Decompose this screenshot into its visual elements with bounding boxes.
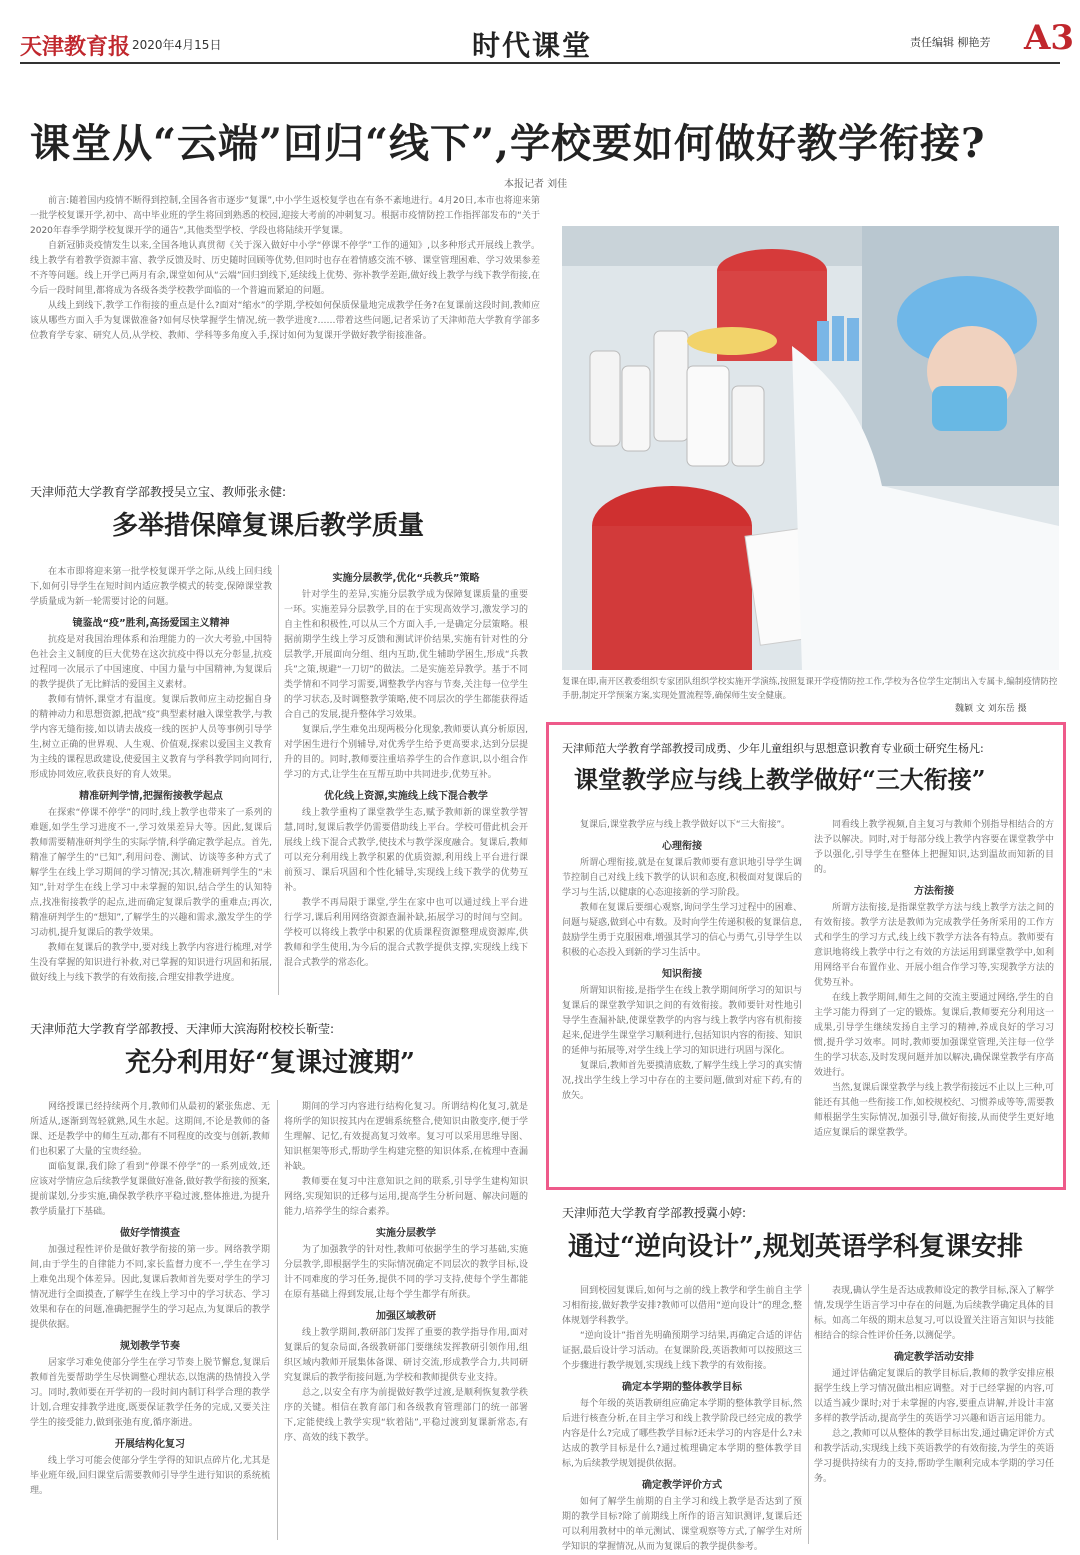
article-subheading: 确定教学评价方式 [642,1480,722,1491]
lead-paragraph: 从线上到线下,教学工作衔接的重点是什么?面对“缩水”的学期,学校如何保质保量地完成教学任务?在复课前这段时间,教师应该从哪些方面入手为复课做准备?如何尽快掌握学生情况,统一教学进度?……带着这些问题,记者采访了天津师范大学教育学部多位教育学专家、研究人员,从学校、教师、学科等多角度入手,探讨如何为复课开学做好教学衔接准备。 [30,301,540,341]
article-subheading: 实施分层教学,优化“兵教兵”策略 [332,573,480,584]
article-paragraph: 总之,以安全有序为前提做好教学过渡,是顺利恢复教学秩序的关键。相信在教育部门和各级教育管理部门的统一部署下,定能使线上教学实现“软着陆”,平稳过渡到复课新常态,有序、高效的线下教学。 [284,1388,528,1443]
section3-column-2 [814,818,1054,1180]
column-divider [278,565,279,995]
article-subheading: 做好学情摸查 [120,1228,180,1239]
page-number: A3 [1024,18,1075,58]
lead-paragraph: 前言:随着国内疫情不断得到控制,全国各省市逐步“复课”,中小学生返校复学也在有条不紊地进行。4月20日,本市也将迎来第一批学校复课开学,初中、高中毕业班的学生将回到熟悉的校园,迎接大考前的冲刺复习。根据市疫情防控工作指挥部发布的“关于2020年春季学期学校复课开学的通告”,其他类型学校、学段也将陆续开学复课。 [30,196,540,236]
article-paragraph: 教师在复课后的教学中,要对线上教学内容进行梳理,对学生没有掌握的知识进行补救,对已掌握的知识进行巩固和拓展,做好线上与线下教学的有效衔接,合理安排教学进度。 [30,943,272,983]
article-subheading: 确定本学期的整体教学目标 [622,1382,742,1393]
article-paragraph: 复课后,学生难免出现两极分化现象,教师要认真分析原因,对学困生进行个别辅导,对优秀学生给予更高要求,达到分层提升的目的。同时,教师要注重培养学生的合作意识,以小组合作学习的方式,让学生在互帮互助中共同进步,优势互补。 [284,725,528,780]
photo-credit: 魏颖 文 刘东岳 摄 [955,704,1027,714]
article-paragraph: 所谓知识衔接,是指学生在线上教学期间所学习的知识与复课后的课堂教学知识之间的有效衔接。教师要针对性地引导学生查漏补缺,使课堂教学的内容与线上教学内容有机衔接起来,促进学生课堂学习顺利进行,包括知识内容的衔接、知识的延伸与拓展等,对学生线上学习的知识进行巩固与深化。 [562,986,802,1056]
article-subheading: 加强区域教研 [376,1311,436,1322]
article-paragraph: 通过评估确定复课后的教学目标后,教师的教学安排应根据学生线上学习情况做出相应调整。对于已经掌握的内容,可以适当减少课时;对于未掌握的内容,要重点讲解,并设计丰富多样的教学活动,提高学生的英语学习兴趣和语言运用能力。 [814,1369,1054,1424]
news-photo [562,226,1059,670]
lead-paragraph: 自新冠肺炎疫情发生以来,全国各地认真贯彻《关于深入做好中小学“停课不停学”工作的通知》,以多种形式开展线上教学。线上教学有着教学资源丰富、教学反馈及时、历史随时回顾等优势,但同时也存在着情感交流不够、课堂管理困难、学习效果参差不齐等问题。线上开学已两月有余,课堂如何从“云端”回归到线下,延续线上优势、弥补教学差距,做好线上教学与线下教学衔接,在今后一段时间里,都将成为各级各类学校教学面临的一个普遍而紧迫的问题。 [30,241,540,296]
section4-column-1 [562,1284,802,1552]
section4-title: 通过“逆向设计”,规划英语学科复课安排 [568,1232,1023,1262]
column-divider [277,1100,278,1540]
newspaper-logo: 天津教育报 [20,34,131,60]
article-subheading: 心理衔接 [662,841,702,852]
byline: 本报记者 刘佳 [504,179,568,190]
article-paragraph: 为了加强教学的针对性,教师可依据学生的学习基础,实施分层教学,即根据学生的实际情况确定不同层次的教学目标,设计不同难度的学习任务,提供不同的学习支持,使每个学生都能在原有基础上得到发展,让每个学生都学有所获。 [284,1245,528,1300]
article-paragraph: 表现,确认学生是否达成教师设定的教学目标,深入了解学情,发现学生语言学习中存在的问题,为后续教学确定具体的目标。如高二年级的期末总复习,可以设置关注语言知识与技能相结合的综合性评价任务,以测促学。 [814,1286,1054,1341]
article-paragraph: 面临复课,我们除了看到“停课不停学”的一系列成效,还应该对学情应急后续教学复课做好准备,做好教学衔接的预案,提前谋划,分步实施,确保教学秩序平稳过渡,整体推进,为提升教学质量打下基础。 [30,1162,270,1217]
editor-credit: 责任编辑 柳艳芳 [910,36,991,49]
column-divider [808,1284,809,1544]
article-paragraph: 所谓心理衔接,就是在复课后教师要有意识地引导学生调节控制自己对线上线下教学的认识和态度,积极面对复课后的学习与生活,以健康的心态迎接新的学习阶段。 [562,858,802,898]
article-paragraph: 教学不再局限于课堂,学生在家中也可以通过线上平台进行学习,课后利用网络资源查漏补缺,拓展学习的时间与空间。学校可以将线上教学中积累的优质课程资源整理成资源库,供教师和学生使用,为今后的混合式教学提供支撑,实现线上线下混合式教学的常态化。 [284,898,528,968]
article-paragraph: 教师在复课后要细心观察,询问学生学习过程中的困难、问题与疑惑,做到心中有数。及时向学生传递积极的复课信息,鼓励学生勇于克服困难,增强其学习的信心与勇气,引导学生以积极的心态投入到新的学习生活中。 [562,903,802,958]
article-subheading: 镜鉴战“疫”胜利,高扬爱国主义精神 [72,618,230,629]
article-paragraph: 教师要在复习中注意知识之间的联系,引导学生建构知识网络,实现知识的迁移与运用,提高学生分析问题、解决问题的能力,培养学生的综合素养。 [284,1177,528,1217]
section1-column-2 [284,565,528,995]
section3-title: 课堂教学应与线上教学做好“三大衔接” [574,765,986,794]
section2-column-1 [30,1100,270,1540]
article-paragraph: 在本市即将迎来第一批学校复课开学之际,从线上回归线下,如何引导学生在短时间内适应教学模式的转变,保障课堂教学质量成为新一轮需要讨论的问题。 [30,567,272,607]
page-headline: 课堂从“云端”回归“线下”,学校要如何做好教学衔接? [30,120,986,167]
article-paragraph: 回到校园复课后,如何与之前的线上教学和学生前自主学习相衔接,做好教学安排?教师可以借用“逆向设计”的理念,整体规划学科教学。 [562,1286,802,1326]
article-paragraph: 教师有情怀,课堂才有温度。复课后教师应主动挖掘自身的精神动力和思想资源,把战“疫”典型素材融入课堂教学,与教学内容无缝衔接,如以请去战疫一线的医护人员等事例引导学生,树立正确的世界观、人生观、价值观,探索以爱国主义教育为主线的课程思政建设,使爱国主义教育与学科教学同向同行,形成协同效应,收获良好的育人效果。 [30,695,272,780]
article-paragraph: 同看线上教学视频,自主复习与教师个别指导相结合的方法予以解决。同时,对于每部分线上教学内容要在课堂教学中予以强化,引导学生在整体上把握知识,达到温故而知新的目的。 [814,820,1054,875]
lead-text [30,194,540,344]
article-paragraph: 抗疫是对我国治理体系和治理能力的一次大考验,中国特色社会主义制度的巨大优势在这次抗疫中得以充分彰显,抗疫过程同一次展示了中国速度、中国力量与中国精神,为复课后的教学提供了无比鲜活的爱国主义素材。 [30,635,272,690]
article-subheading: 规划教学节奏 [120,1341,180,1352]
article-subheading: 优化线上资源,实施线上线下混合教学 [324,791,488,802]
masthead-rule [20,62,1060,64]
article-paragraph: 总之,教师可以从整体的教学目标出发,通过确定评价方式和教学活动,实现线上线下英语教学的有效衔接,为学生的英语学习提供持续有力的支持,帮助学生顺利完成本学期的学习任务。 [814,1429,1054,1484]
section1-column-1 [30,565,272,995]
section1-title: 多举措保障复课后教学质量 [112,511,425,541]
section2-column-2 [284,1100,528,1540]
article-paragraph: 当然,复课后课堂教学与线上教学衔接远不止以上三种,可能还有其他一些衔接工作,如校规校纪、习惯养成等等,需要教师根据学生实际情况,加强引导,做好衔接,从而使学生更好地适应复课后的课堂教学。 [814,1083,1054,1138]
section-name: 时代课堂 [472,29,593,62]
article-paragraph: 所谓方法衔接,是指课堂教学方法与线上教学方法之间的有效衔接。教学方法是教师为完成教学任务所采用的工作方式和学生的学习方式,线上线下教学方法各有特点。教师要有意识地将线上教学中行之有效的方法运用到课堂教学中,如利用网络平台布置作业、开展小组合作学习等,实现教学方法的优势互补。 [814,903,1054,988]
section3-column-1 [562,818,802,1180]
section3-kicker: 天津师范大学教育学部教授司成勇、少年儿童组织与思想意识教育专业硕士研究生杨凡: [562,742,984,755]
article-subheading: 开展结构化复习 [115,1439,185,1450]
article-paragraph: 针对学生的差异,实施分层教学成为保障复课质量的重要一环。实施差异分层教学,目的在于实现高效学习,激发学习的自主性和积极性,可以从三个方面入手,一是确定分层策略。根据前期学生线上学习反馈和测试评价结果,实施有针对性的分层教学,开展面向分组、组内互助,优生辅助学困生,形成“兵教兵”之策,规避“一刀切”的做法。二是实施差异教学。基于不同类学情和不同学习需要,调整教学内容与节奏,关注每一位学生的学习状态,及时调整教学策略,使不同层次的学生都能获得适合自己的发展,提升整体学习效果。 [284,590,528,720]
article-paragraph: “逆向设计”指首先明确预期学习结果,再确定合适的评估证据,最后设计学习活动。在复课阶段,英语教师可以按照这三个步骤进行教学规划,实现线上线下教学的有效衔接。 [562,1331,802,1371]
section2-title: 充分利用好“复课过渡期” [125,1048,415,1078]
article-paragraph: 居家学习难免使部分学生在学习节奏上脱节懈怠,复课后教师首先要帮助学生尽快调整心理状态,以饱满的热情投入学习。同时,教师要在开学初的一段时间内制订科学合理的教学计划,合理安排教学进度,既要保证教学任务的完成,又要关注学生的接受能力,做到张弛有度,循序渐进。 [30,1358,270,1428]
article-paragraph: 期间的学习内容进行结构化复习。所谓结构化复习,就是将所学的知识按其内在逻辑系统整合,使知识由散变序,便于学生理解、记忆,有效提高复习效率。复习可以采用思维导图、知识框架等形式,帮助学生构建完整的知识体系,在梳理中查漏补缺。 [284,1102,528,1172]
section4-kicker: 天津师范大学教育学部教授冀小婷: [562,1206,747,1220]
article-subheading: 方法衔接 [914,886,954,897]
article-subheading: 精准研判学情,把握衔接教学起点 [79,791,223,802]
article-paragraph: 线上教学重构了课堂教学生态,赋予教师新的课堂教学智慧,同时,复课后教学仍需要借助线上平台。学校可借此机会开展线上线下混合式教学,使技术与教学深度融合。复课后,教师可以充分利用线上教学积累的优质资源,利用线上平台进行课前预习、课后巩固和个性化辅导,实现线上线下教学的优势互补。 [284,808,528,893]
article-subheading: 实施分层教学 [376,1228,436,1239]
article-paragraph: 加强过程性评价是做好教学衔接的第一步。网络教学期间,由于学生的自律能力不同,家长监督力度不一,学生在学习上难免出现个体差异。因此,复课后教师首先要对学生的学习情况进行全面摸查,了解学生在线上学习中的学习状态、学习效果和存在的问题,准确把握学生的学习起点,为复课后的教学提供依据。 [30,1245,270,1330]
issue-date: 2020年4月15日 [132,38,222,52]
article-paragraph: 在探索“停课不停学”的同时,线上教学也带来了一系列的难题,如学生学习进度不一,学习效果差异大等。因此,复课后教师需要精准研判学生的实际学情,科学确定教学起点。首先,精准了解学生的“已知”,利用问卷、测试、访谈等多种方式了解学生在线上学习期间的学习情况;其次,精准研判学生的“未知”,针对学生在线上学习中未掌握的知识,结合学生的认知特点,找准衔接教学的起点,进而确定复课后教学的重难点;再次,精准研判学生的“想知”,了解学生的兴趣和需求,激发学生的学习动机,提升复课后的教学效果。 [30,808,272,938]
article-subheading: 知识衔接 [662,969,702,980]
lab-scene-illustration [562,226,1059,670]
section2-kicker: 天津师范大学教育学部教授、天津师大滨海附校校长靳莹: [30,1022,335,1036]
section4-column-2 [814,1284,1054,1544]
article-paragraph: 线上教学期间,教研部门发挥了重要的教学指导作用,面对复课后的复杂局面,各级教研部门要继续发挥教研引领作用,组织区域内教师开展集体备课、研讨交流,形成教学合力,共同研究复课后的教学衔接问题,为学校和教师提供专业支持。 [284,1328,528,1383]
article-paragraph: 线上学习可能会使部分学生学得的知识点碎片化,尤其是毕业班年级,回归课堂后需要教师引导学生进行知识的系统梳理。 [30,1456,270,1496]
photo-caption: 复课在即,南开区教委组织专家团队组织学校实施开学演练,按照复课开学疫情防控工作,学校为各位学生定制出入专属卡,编制疫情防控手册,制定开学预案方案,实现处置流程等,确保师生安全健康。 [562,677,1058,701]
article-paragraph: 每个年级的英语教研组应确定本学期的整体教学目标,然后进行核查分析,在目主学习和线上教学阶段已经完成的教学内容是什么?完成了哪些教学目标?还未学习的内容是什么?未达成的教学目标是什么?通过梳理确定本学期的整体教学目标,为后续教学规划提供依据。 [562,1399,802,1469]
article-paragraph: 如何了解学生前期的自主学习和线上教学是否达到了预期的教学目标?除了前期线上所作的语言知识测评,复课后还可以利用教材中的单元测试、课堂观察等方式,了解学生对所学知识的掌握情况,从而为复课后的教学提供参考。 [562,1497,802,1552]
section1-kicker: 天津师范大学教育学部教授吴立宝、教师张永健: [30,485,287,499]
article-subheading: 确定教学活动安排 [894,1352,974,1363]
article-paragraph: 复课后,教师首先要摸清底数,了解学生线上学习的真实情况,找出学生线上学习中存在的主要问题,做到对症下药,有的放矢。 [562,1061,802,1101]
article-paragraph: 网络授课已经持续两个月,教师们从最初的紧张焦虑、无所适从,逐渐到驾轻就熟,风生水起。这期间,不论是教师的备课、还是教学中的师生互动,都有不同程度的改变与创新,教师们也积累了大量的宝贵经验。 [30,1102,270,1157]
article-paragraph: 复课后,课堂教学应与线上教学做好以下“三大衔接”。 [580,820,791,830]
article-paragraph: 在线上教学期间,师生之间的交流主要通过网络,学生的自主学习能力得到了一定的锻炼。复课后,教师要充分利用这一成果,引导学生继续发扬自主学习的精神,养成良好的学习习惯,提升学习效率。同时,教师要加强课堂管理,关注每一位学生的学习状态,及时发现问题并加以解决,确保课堂教学有序高效进行。 [814,993,1054,1078]
